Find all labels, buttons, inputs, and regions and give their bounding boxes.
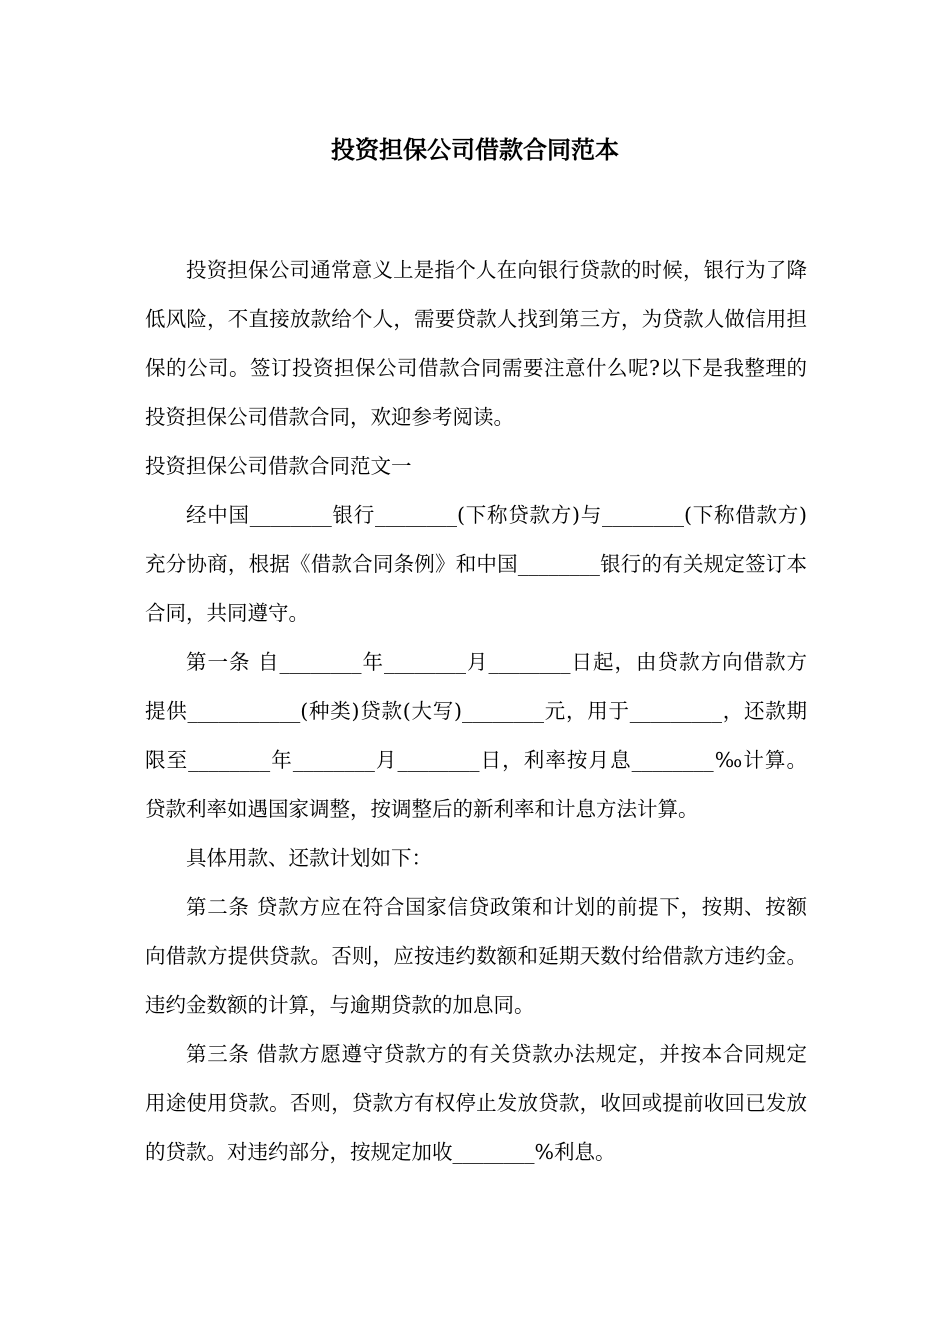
document-title: 投资担保公司借款合同范本: [331, 136, 619, 164]
article-2-paragraph: 第二条 贷款方应在符合国家信贷政策和计划的前提下，按期、按额向借款方提供贷款。否则，应按违约数额和延期天数付给借款方违约金。违约金数额的计算，与逾期贷款的加息同。: [145, 895, 807, 1017]
article-3-paragraph: 第三条 借款方愿遵守贷款方的有关贷款办法规定，并按本合同规定用途使用贷款。否则，贷款方有权停止发放贷款，收回或提前收回已发放的贷款。对违约部分，按规定加收________%利息。: [145, 1042, 807, 1164]
repayment-plan-paragraph: 具体用款、还款计划如下：: [186, 846, 432, 870]
preamble-paragraph: 经中国________银行________(下称贷款方)与________(下称借款方)充分协商，根据《借款合同条例》和中国________银行的有关规定签订本合同，共同遵守。: [145, 503, 807, 625]
intro-paragraph: 投资担保公司通常意义上是指个人在向银行贷款的时候，银行为了降低风险，不直接放款给个人，需要贷款人找到第三方，为贷款人做信用担保的公司。签订投资担保公司借款合同需要注意什么呢?以下是我整理的投资担保公司借款合同，欢迎参考阅读。: [145, 258, 807, 429]
article-1-paragraph: 第一条 自________年________月________日起，由贷款方向借款方提供___________(种类)贷款(大写)________元，用于_________，还款期限至________年________月________日，利率按月息________‰计算。贷款利率如遇国家调整，按调整后的新利率和计息方法计算。: [145, 650, 807, 821]
document-body: [145, 246, 807, 1177]
section-heading: 投资担保公司借款合同范文一: [145, 454, 412, 478]
